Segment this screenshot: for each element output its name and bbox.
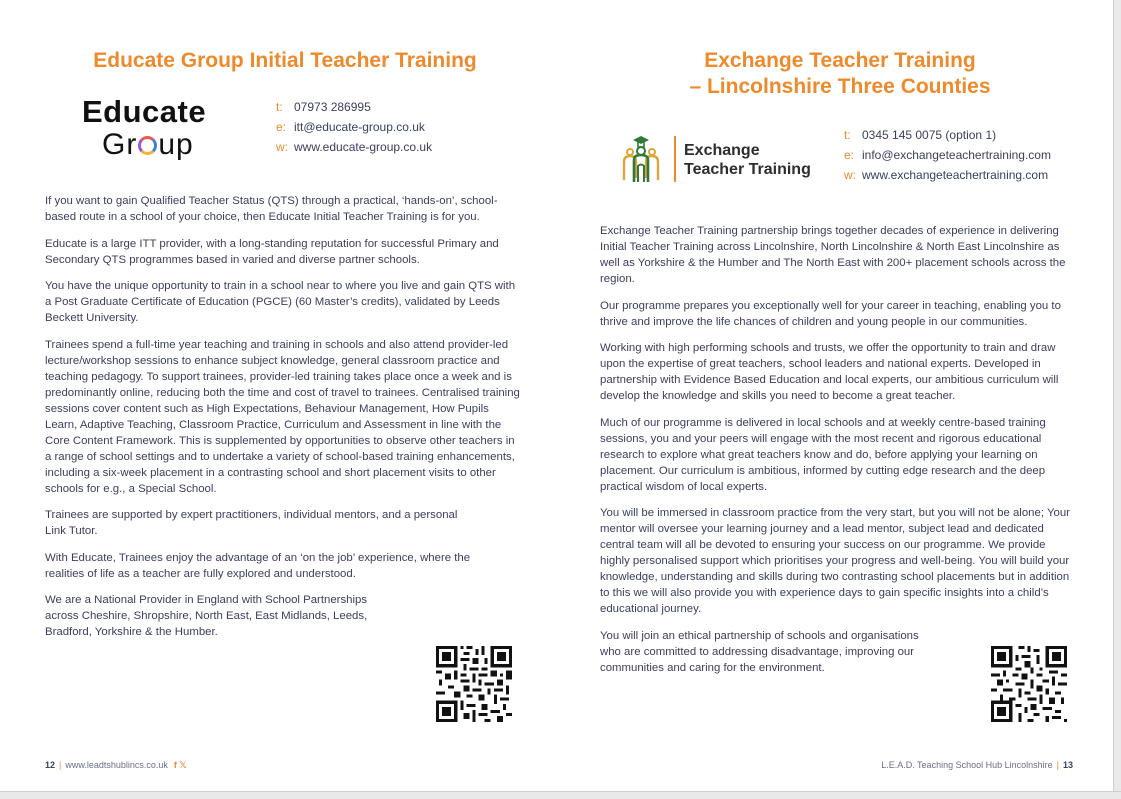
page-edge-right bbox=[1113, 0, 1121, 799]
footer-url[interactable]: www.leadtshublincs.co.uk bbox=[65, 760, 168, 770]
logo-line-1: Educate bbox=[82, 94, 207, 129]
body-text bbox=[600, 223, 1072, 686]
body-text bbox=[45, 193, 520, 651]
paragraph: With Educate, Trainees enjoy the advantage of an ‘on the job’ experience, where the realities of life as a teacher are fully explored and understood. bbox=[45, 551, 471, 580]
paragraph: You have the unique opportunity to train in a school near to where you live and gain QTS with a Post Graduate Certificate of Education (PGCE) (60 Master’s credits), validated by Leeds Beckett University. bbox=[45, 280, 516, 324]
page-number: 12 bbox=[45, 760, 56, 770]
title-line-2: – Lincolnshire Three Counties bbox=[689, 75, 991, 98]
footer-label: L.E.A.D. Teaching School Hub Lincolnshire bbox=[881, 760, 1053, 770]
page-title bbox=[600, 48, 1080, 100]
contact-email[interactable]: e: itt@educate-group.co.uk bbox=[276, 120, 425, 134]
paragraph: You will be immersed in classroom practice from the very start, but you will not be alone; Your mentor will oversee your learning journey and a lead mentor, subject lead and dedicated central team will all be devoted to ensuring your success on our programme. We provide highly personalised support which prioritises your progress and well-being. You will build your knowledge, understanding and skills during two contrasting school placements but in addition to this we will also provide you with experience days to gain specific insights into a child’s educational journey. bbox=[600, 507, 1070, 615]
qr-code-graphic bbox=[991, 646, 1067, 722]
page-edge-bottom bbox=[0, 791, 1121, 799]
logo-text: Exchange Teacher Training bbox=[684, 142, 811, 178]
exchange-teacher-training-logo bbox=[618, 130, 828, 186]
paragraph: If you want to gain Qualified Teacher Status (QTS) through a practical, ‘hands-on’, school-based route in a school of your choice, then Educate Initial Teacher Training is for you. bbox=[45, 195, 498, 223]
right-page bbox=[560, 0, 1113, 790]
contact-list bbox=[844, 125, 1051, 185]
contact-phone: t: 0345 145 0075 (option 1) bbox=[844, 128, 997, 142]
paragraph: Exchange Teacher Training partnership brings together decades of experience in delivering Initial Teacher Training across Lincolnshire, North Lincolnshire & North East Lincolnshire as well as Yorkshire & the Humber and The North East with 200+ placement schools across the region. bbox=[600, 225, 1066, 285]
paragraph: We are a National Provider in England with School Partnerships across Cheshire, Shropshire, North East, East Midlands, Leeds, Bradford, Yorkshire & the Humber. bbox=[45, 594, 368, 638]
contact-phone: t: 07973 286995 bbox=[276, 100, 371, 114]
contact-email[interactable]: e: info@exchangeteachertraining.com bbox=[844, 148, 1051, 162]
qr-code[interactable] bbox=[436, 646, 512, 722]
educate-group-logo bbox=[82, 95, 232, 165]
paragraph: Much of our programme is delivered in local schools and at weekly centre-based training sessions, you and your peers will engage with the most recent and rigorous educational research to explore what great teachers know and do, before applying your learning on placement. Our curriculum is ambitious, informed by cutting edge research and the deep practical wisdom of local experts. bbox=[600, 416, 1046, 493]
page-number: 13 bbox=[1062, 760, 1073, 770]
left-page bbox=[0, 0, 560, 790]
paragraph: Trainees are supported by expert practitioners, individual mentors, and a personal Link Tutor. bbox=[45, 509, 458, 537]
paragraph: Working with high performing schools and trusts, we offer the opportunity to train and draw upon the expertise of great teachers, school leaders and national experts. Developed in partnership with Evidence Based Education and local experts, our ambitious curriculum will develop the knowledge and skills you need to become a great teacher. bbox=[600, 342, 1059, 402]
qr-code[interactable] bbox=[991, 646, 1067, 722]
page-footer: L.E.A.D. Teaching School Hub Lincolnshire | 13 bbox=[881, 760, 1073, 770]
contact-list bbox=[276, 97, 432, 157]
paragraph: Trainees spend a full-time year teaching and training in schools and also attend provider-led lecture/workshop sessions to enhance subject knowledge, general classroom practice and teaching pedagogy. To support trainees, provider-led training takes place once a week and is predominantly online, reducing both the time and cost of travel to trainees. Centralised training sessions cover content such as High Expectations, Behaviour Management, How Pupils Learn, Adaptive Teaching, Classroom Practice, Curriculum and Assessment in line with the Core Content Framework. This is supplemented by opportunities to observe other teachers in a range of school settings and to undertake a variety of school-based training enhancements, including a six-week placement in a contrasting school and short placement visits to other schools for e.g., a Special School. bbox=[45, 338, 520, 495]
paragraph: You will join an ethical partnership of schools and organisations who are committed to addressing disadvantage, improving our communities and caring for the environment. bbox=[600, 629, 919, 674]
logo-ring-icon bbox=[138, 136, 157, 155]
page-footer: 12 | www.leadtshublincs.co.uk f 𝕏 bbox=[45, 760, 187, 770]
logo-line-2: Gr up bbox=[102, 128, 194, 161]
qr-code-graphic bbox=[436, 646, 512, 722]
paragraph: Educate is a large ITT provider, with a long-standing reputation for successful Primary and Secondary QTS programmes based in varied and diverse partner schools. bbox=[45, 237, 499, 266]
contact-website[interactable]: w: www.educate-group.co.uk bbox=[276, 140, 433, 154]
paragraph: Our programme prepares you exceptionally well for your career in teaching, enabling you to thrive and improve the life chances of children and young people in our communities. bbox=[600, 299, 1061, 328]
teacher-figures-icon bbox=[618, 130, 672, 186]
contact-website[interactable]: w: www.exchangeteachertraining.com bbox=[844, 168, 1049, 182]
title-line-1: Exchange Teacher Training bbox=[704, 49, 976, 72]
page-title: Educate Group Initial Teacher Training bbox=[93, 49, 477, 72]
social-icons[interactable]: f 𝕏 bbox=[173, 760, 187, 770]
logo-divider bbox=[674, 136, 676, 182]
